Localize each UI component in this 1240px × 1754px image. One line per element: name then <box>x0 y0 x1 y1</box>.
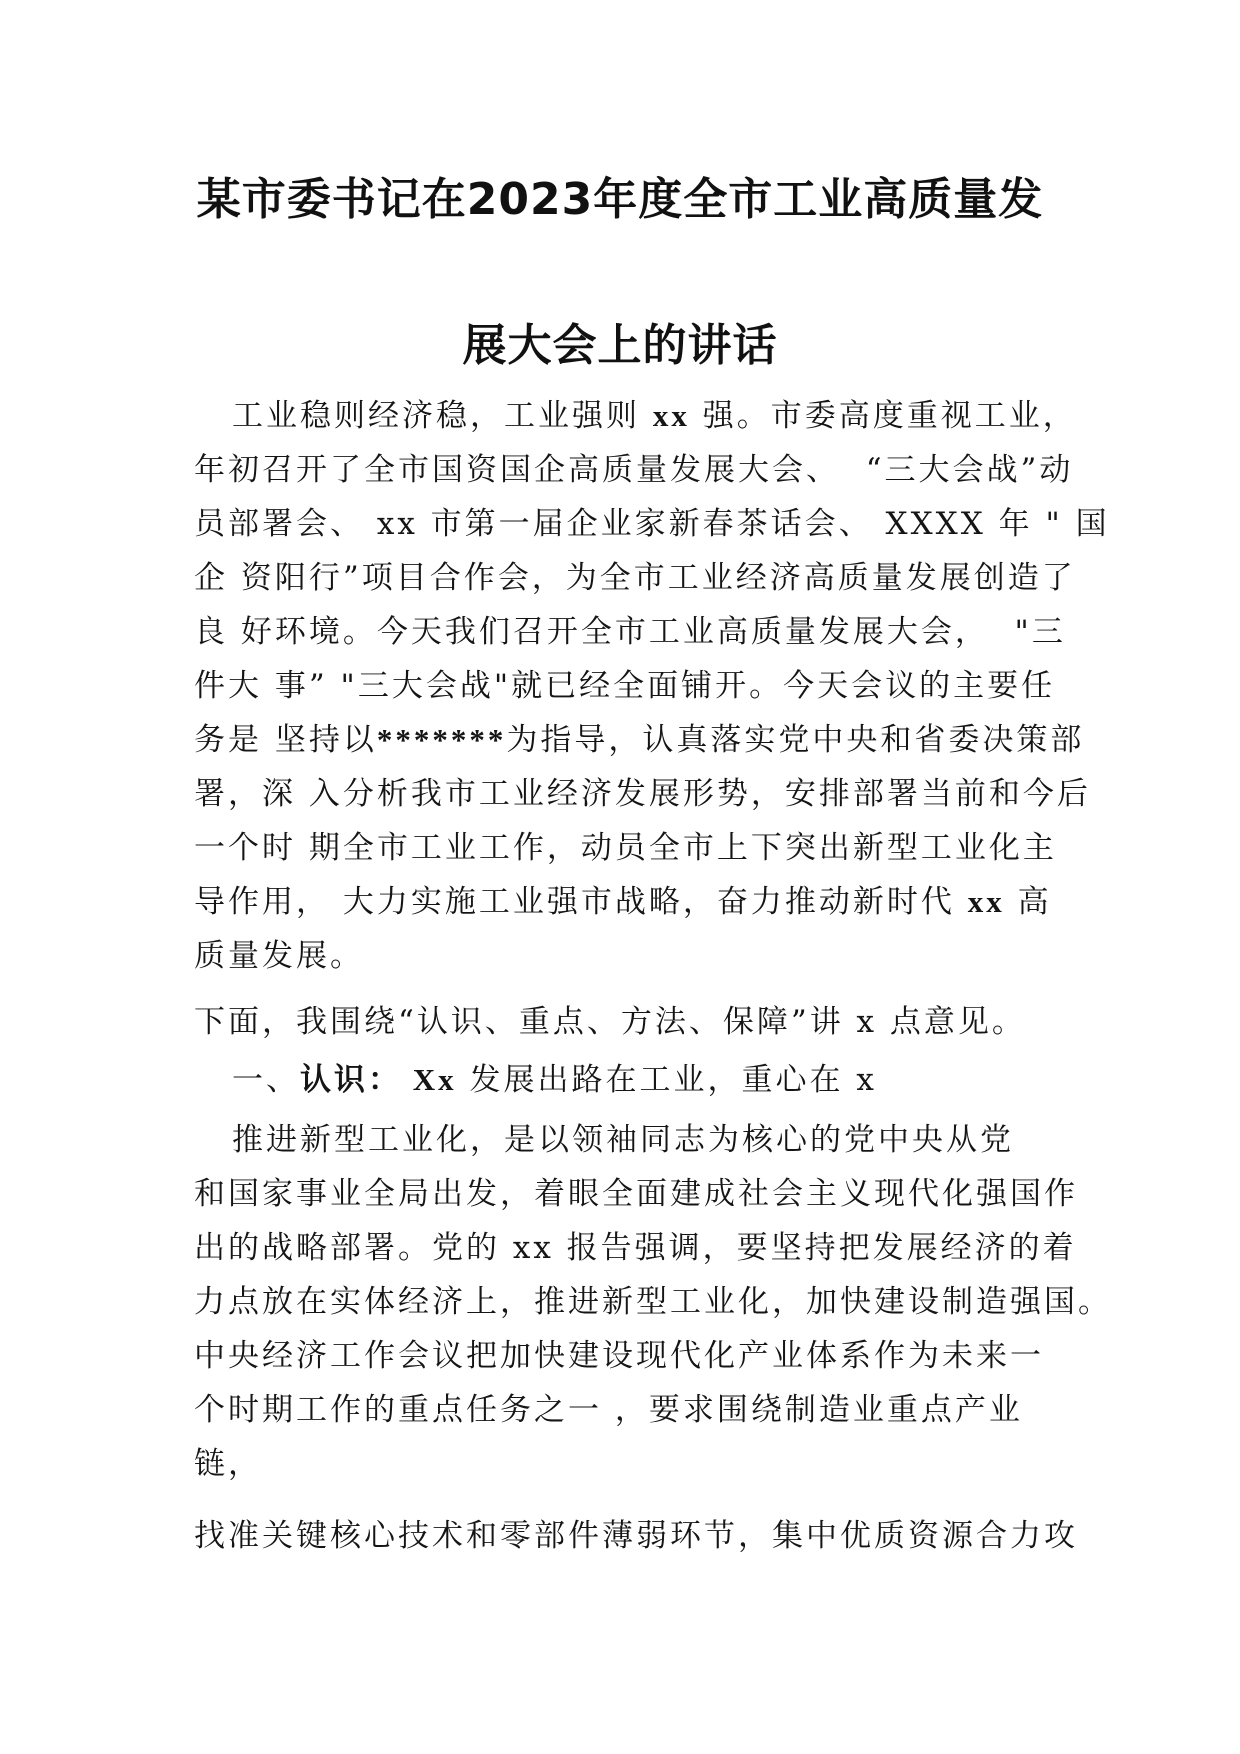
paragraph-1-line-2: 年初召开了全市国资国企高质量发展大会、 “三大会战”动 <box>194 452 1074 488</box>
paragraph-2: 下面，我围绕“认识、重点、方法、保障”讲 x 点意见。 <box>194 1004 1026 1040</box>
paragraph-1-line-4: 企 资阳行”项目合作会，为全市工业经济高质量发展创造了 <box>194 560 1076 596</box>
paragraph-1-line-3: 员部署会、 xx 市第一届企业家新春茶话会、 XXXX 年 " 国 <box>194 506 1110 542</box>
paragraph-1-line-5: 良 好环境。今天我们召开全市工业高质量发展大会， "三 <box>194 614 1066 650</box>
paragraph-3-line-6: 个时期工作的重点任务之一 ，要求围绕制造业重点产业 <box>194 1392 1023 1428</box>
paragraph-3-line-5: 中央经济工作会议把加快建设现代化产业体系作为未来一 <box>194 1338 1044 1374</box>
document-title-line-1: 某市委书记在2023年度全市工业高质量发 <box>196 174 1044 225</box>
paragraph-1-line-7: 务是 坚持以*******为指导，认真落实党中央和省委决策部 <box>194 722 1085 758</box>
paragraph-1-line-6: 件大 事” "三大会战"就已经全面铺开。今天会议的主要任 <box>194 668 1056 704</box>
paragraph-3-line-2: 和国家事业全局出发，着眼全面建成社会主义现代化强国作 <box>194 1176 1078 1212</box>
document-title-line-2: 展大会上的讲话 <box>462 320 778 371</box>
paragraph-1-line-1: 工业稳则经济稳，工业强则 xx 强。市委高度重视工业， <box>232 398 1077 434</box>
paragraph-1-line-10: 导作用， 大力实施工业强市战略，奋力推动新时代 xx 高 <box>194 884 1052 920</box>
paragraph-3-line-4: 力点放在实体经济上，推进新型工业化，加快建设制造强国。 <box>194 1284 1112 1320</box>
paragraph-1-line-8: 署，深 入分析我市工业经济发展形势，安排部署当前和今后 <box>194 776 1091 812</box>
paragraph-3-line-3: 出的战略部署。党的 xx 报告强调，要坚持把发展经济的着 <box>194 1230 1077 1266</box>
section-heading-1: 一、认识： Xx 发展出路在工业，重心在 x <box>232 1062 877 1098</box>
paragraph-3-line-1: 推进新型工业化，是以领袖同志为核心的党中央从党 <box>232 1122 1014 1158</box>
paragraph-3-line-8: 找准关键核心技术和零部件薄弱环节，集中优质资源合力攻 <box>194 1518 1078 1554</box>
paragraph-3-line-7: 链， <box>194 1446 262 1482</box>
paragraph-1-line-11: 质量发展。 <box>194 938 364 974</box>
paragraph-1-line-9: 一个时 期全市工业工作，动员全市上下突出新型工业化主 <box>194 830 1057 866</box>
